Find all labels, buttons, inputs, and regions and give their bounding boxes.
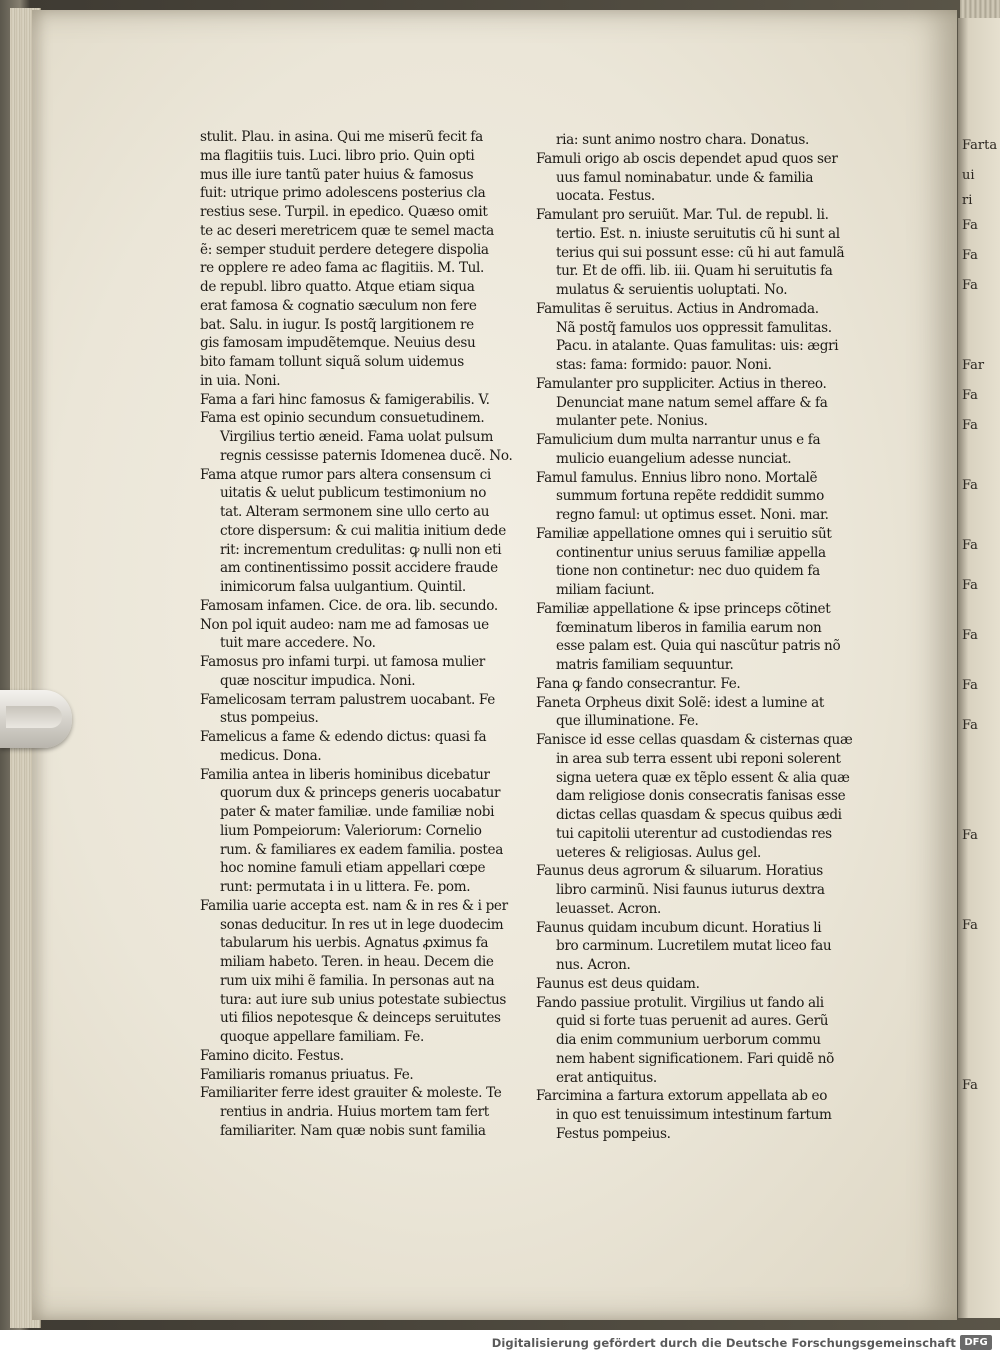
text-line: summum fortuna repẽte reddidit summo <box>556 488 824 505</box>
text-line: Fama a fari hinc famosus & famigerabilis. V. <box>200 391 490 408</box>
facing-page-fragment: ui <box>962 168 975 183</box>
text-line: mulicio euangelium adesse nunciat. <box>556 450 792 467</box>
text-line: nem habent significationem. Fari quidẽ nõ <box>556 1050 834 1067</box>
text-line: gis famosam impudẽtemque. Neuius desu <box>200 335 476 352</box>
text-line: ẽ: semper studuit perdere detegere dispolia <box>200 241 489 258</box>
text-line: tabularum his uerbis. Agnatus ꝓximus fa <box>220 935 489 952</box>
text-line: erat famosa & cognatio sæculum non fere <box>200 297 477 314</box>
text-line: libro carminũ. Nisi faunus iuturus dextra <box>556 882 825 898</box>
facing-page-fragment: Far <box>962 358 985 373</box>
text-line: tui capitolii uterentur ad custodiendas res <box>556 825 832 842</box>
text-line: fœminatum liberos in familia earum non <box>556 619 822 636</box>
facing-page-fragment: Fa <box>962 478 978 493</box>
text-line: ria: sunt animo nostro chara. Donatus. <box>556 132 809 148</box>
text-line: erat antiquitus. <box>556 1069 657 1086</box>
text-line: mulatus & seruientis uoluptati. No. <box>556 282 788 298</box>
text-line: quorum dux & princeps generis uocabatur <box>220 785 501 802</box>
text-line: stulit. Plau. in asina. Qui me miserũ fecit fa <box>200 129 483 145</box>
text-line: Famelicosam terram palustrem uocabant. Fe <box>200 691 495 708</box>
text-line: tur. Et de offi. lib. iii. Quam hi seruitutis fa <box>556 263 833 280</box>
text-line: nus. Acron. <box>556 957 631 973</box>
text-line: tertio. Est. n. iniuste seruitutis cũ hi sunt al <box>556 225 840 242</box>
text-line: Non pol iquit audeo: nam me ad famosas ue <box>200 616 489 633</box>
text-line: pater & mater familiæ. unde familiæ nobi <box>220 804 495 820</box>
text-line: quid si forte tuas peruenit ad aures. Gerũ <box>556 1013 829 1030</box>
text-line: continentur unius seruus familiæ appella <box>556 544 826 561</box>
text-line: miliam habeto. Teren. in heau. Decem die <box>220 954 494 970</box>
facing-page-fragment: Fa <box>962 388 978 403</box>
text-line: Famul famulus. Ennius libro nono. Mortalẽ <box>536 469 818 486</box>
text-line: tuit mare accedere. No. <box>220 635 376 652</box>
facing-page-fragment: Fa <box>962 418 978 433</box>
text-line: Famino dicito. Festus. <box>200 1047 344 1064</box>
text-line: Festus pompeius. <box>556 1125 671 1142</box>
text-line: regno famul: ut optimus esset. Noni. mar. <box>556 507 829 523</box>
facing-page-edge <box>958 18 1000 1318</box>
text-line: stus pompeius. <box>220 710 319 727</box>
text-line: dia enim communium uerborum commu <box>556 1032 821 1048</box>
text-line: tura: aut iure sub unius potestate subiectus <box>220 991 506 1008</box>
text-line: medicus. Dona. <box>220 747 322 764</box>
facing-page-fragment: Fa <box>962 628 978 643</box>
text-line: fuit: utrique primo adolescens posterius cla <box>200 185 486 202</box>
text-line: uocata. Festus. <box>556 188 655 205</box>
text-line: Virgilius tertio æneid. Fama uolat pulsum <box>220 429 493 445</box>
facing-page-fragment: Fa <box>962 918 978 933</box>
facing-page-fragment: Fa <box>962 248 978 263</box>
text-line: in quo est tenuissimum intestinum fartum <box>556 1107 832 1123</box>
text-line: ma flagitiis tuis. Luci. libro prio. Quin opti <box>200 147 475 164</box>
text-line: sonas deducitur. In res ut in lege duodecim <box>220 916 504 933</box>
text-line: Famulitas ẽ seruitus. Actius in Andromada. <box>536 300 819 317</box>
facing-page-fragment: Fa <box>962 678 978 693</box>
text-line: esse palam est. Quia qui nascũtur patris nõ <box>556 638 841 655</box>
text-line: Fama est opinio secundum consuetudinem. <box>200 410 485 427</box>
text-line: rum uix mihi ẽ familia. In personas aut na <box>220 972 495 989</box>
text-line: in area sub terra essent ubi reponi solerent <box>556 750 841 767</box>
text-line: runt: permutata i in u littera. Fe. pom. <box>220 879 471 895</box>
text-line: hoc nomine famuli etiam appellari cœpe <box>220 860 486 877</box>
text-line: Famuli origo ab oscis dependet apud quos ser <box>536 150 838 167</box>
text-line: Familiæ appellatione omnes qui i seruitio sũt <box>536 525 832 542</box>
bookmark-ribbon <box>0 690 72 748</box>
text-line: mus ille iure tantũ pater huius & famosus <box>200 166 474 183</box>
text-line: Nã postq̃ famulos uos oppressit famulitas. <box>556 319 832 336</box>
footer-bar <box>0 1330 1000 1356</box>
text-line: Faunus est deus quidam. <box>536 975 700 992</box>
text-line: bito famam tollunt siquã solum uidemus <box>200 354 464 370</box>
text-line: tat. Alteram sermonem sine ullo certo au <box>220 504 490 520</box>
text-line: ueteres & religiosas. Aulus gel. <box>556 844 761 861</box>
text-line: rentius in andria. Huius mortem tam fert <box>220 1104 489 1120</box>
text-line: am continentissimo possit accidere fraude <box>220 560 498 577</box>
facing-page-fragment: ri <box>962 193 973 208</box>
text-line: Pacu. in atalante. Quas famulitas: uis: ægri <box>556 338 839 355</box>
text-line: Famosus pro infami turpi. ut famosa mulier <box>200 654 485 670</box>
text-line: dictas cellas quasdam & specus quibus ædi <box>556 807 842 823</box>
text-line: Familiariter ferre idest grauiter & moleste. Te <box>200 1085 502 1102</box>
text-line: mulanter pete. Nonius. <box>556 413 708 430</box>
facing-page-fragment: Fa <box>962 218 978 233</box>
text-line: signa uetera quæ ex tẽplo essent & alia quæ <box>556 769 850 786</box>
text-line: leuasset. Acron. <box>556 900 661 917</box>
text-line: tione non continetur: nec duo quidem fa <box>556 563 820 580</box>
text-line: Famulant pro seruiũt. Mar. Tul. de republ. li. <box>536 207 829 223</box>
text-line: miliam faciunt. <box>556 582 655 598</box>
text-line: Faneta Orpheus dixit Solẽ: idest a lumine at <box>536 694 825 711</box>
text-line: stas: fama: formido: pauor. Noni. <box>556 357 772 373</box>
text-line: matris familiam sequuntur. <box>556 657 734 673</box>
text-line: dam religiose donis consecratis fanisas esse <box>556 788 846 805</box>
facing-page-fragment: Fa <box>962 278 978 293</box>
page-stack-top <box>960 0 1000 18</box>
text-line: regnis cessisse paternis Idomenea ducẽ. No. <box>220 447 513 464</box>
text-line: Famosam infamen. Cice. de ora. lib. secundo. <box>200 597 498 614</box>
text-line: uitatis & uelut publicum testimonium no <box>220 485 487 502</box>
bookmark-ribbon-fold <box>6 706 62 728</box>
text-line: Familia uarie accepta est. nam & in res & i per <box>200 897 508 914</box>
text-line: Faunus quidam incubum dicunt. Horatius li <box>536 919 822 936</box>
text-line: rit: incrementum credulitas: ꝙ nulli non eti <box>220 541 502 558</box>
text-line: rum. & familiares ex eadem familia. postea <box>220 841 503 858</box>
funding-credit: Digitalisierung gefördert durch die Deutsche Forschungsgemeinschaft <box>491 1336 956 1350</box>
facing-page-fragment: Fa <box>962 538 978 553</box>
text-line: ctore dispersum: & cui malitia initium dede <box>220 522 506 539</box>
text-line: que illuminatione. Fe. <box>556 713 699 730</box>
text-line: Familiæ appellatione & ipse princeps cõtinet <box>536 600 831 617</box>
text-line: Denunciat mane natum semel affare & fa <box>556 394 828 411</box>
text-line: restius sese. Turpil. in epedico. Quæso omit <box>200 204 488 220</box>
text-line: bat. Salu. in iugur. Is postq̃ largitionem re <box>200 316 474 333</box>
text-line: Fando passiue protulit. Virgilius ut fando ali <box>536 994 824 1011</box>
text-line: Famulanter pro suppliciter. Actius in thereo. <box>536 375 827 392</box>
text-line: Faunus deus agrorum & siluarum. Horatius <box>536 863 823 880</box>
facing-page-fragment: Fa <box>962 1078 978 1093</box>
left-text-column <box>200 128 530 1141</box>
text-line: Farcimina a fartura extorum appellata ab eo <box>536 1088 828 1105</box>
facing-page-fragment: Fa <box>962 828 978 843</box>
text-line: Famelicus a fame & edendo dictus: quasi fa <box>200 729 487 745</box>
text-line: terius qui sui possunt esse: cũ hi aut famulã <box>556 244 845 261</box>
text-line: re opplere re adeo fama ac flagitiis. M. Tul. <box>200 260 485 277</box>
text-line: Familia antea in liberis hominibus dicebatur <box>200 766 490 783</box>
text-line: de republ. libro quatto. Atque etiam siqua <box>200 279 475 295</box>
facing-page-fragment: Farta <box>962 138 998 153</box>
text-line: uus famul nominabatur. unde & familia <box>556 169 814 186</box>
text-line: bro carminum. Lucretilem mutat liceo fau <box>556 938 832 955</box>
facing-page-fragment: Fa <box>962 718 978 733</box>
text-line: Familiaris romanus priuatus. Fe. <box>200 1066 414 1083</box>
text-line: uti filios nepotesque & deinceps seruitutes <box>220 1010 501 1027</box>
dfg-logo-icon: DFG <box>960 1335 992 1350</box>
text-line: lium Pompeiorum: Valeriorum: Cornelio <box>220 822 482 839</box>
text-line: Fanisce id esse cellas quasdam & cisternas quæ <box>536 732 853 748</box>
text-line: familiariter. Nam quæ nobis sunt familia <box>220 1122 486 1139</box>
facing-page-fragment: Fa <box>962 578 978 593</box>
text-line: Famulicium dum multa narrantur unus e fa <box>536 432 821 448</box>
text-line: quæ noscitur impudica. Noni. <box>220 672 416 689</box>
text-line: inimicorum falsa uulgantium. Quintil. <box>220 579 466 595</box>
text-line: Fama atque rumor pars altera consensum ci <box>200 466 491 483</box>
text-line: quoque appellare familiam. Fe. <box>220 1029 424 1045</box>
text-line: te ac deseri meretricem quæ te semel macta <box>200 222 494 239</box>
text-line: Fana ꝙ fando consecrantur. Fe. <box>536 675 741 692</box>
right-text-column <box>536 131 866 1144</box>
text-line: in uia. Noni. <box>200 372 281 389</box>
